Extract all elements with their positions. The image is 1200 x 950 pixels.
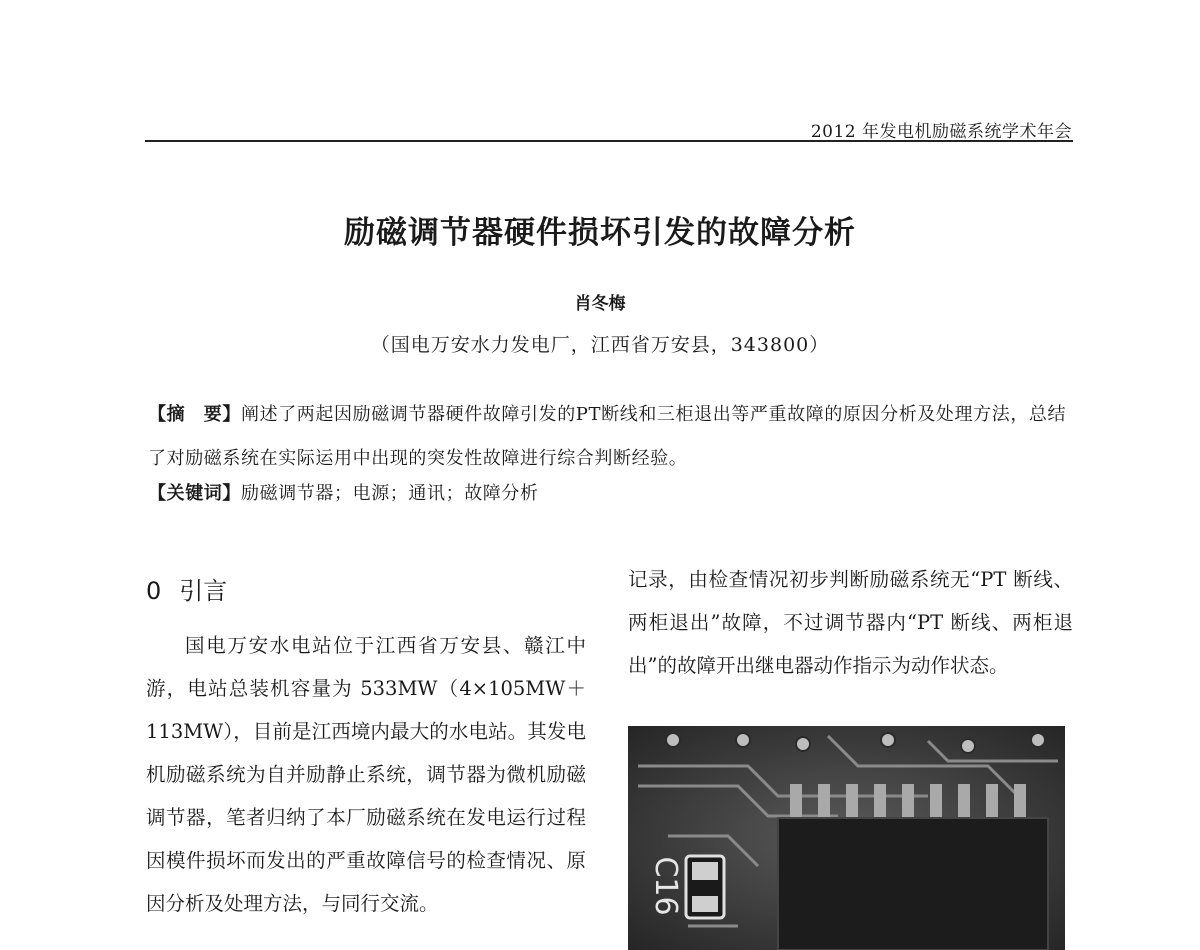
- section-heading-introduction: [146, 571, 227, 606]
- abstract-tag: 【摘 要】: [148, 404, 241, 425]
- pcb-silkscreen-label: C16: [648, 856, 683, 916]
- conference-header: 2012 年发电机励磁系统学术年会: [810, 122, 1072, 142]
- author-affiliation: （国电万安水力发电厂，江西省万安县，343800）: [370, 334, 830, 356]
- paper-title: 励磁调节器硬件损坏引发的故障分析: [344, 215, 856, 251]
- abstract: [148, 393, 1073, 481]
- intro-paragraph: 国电万安水电站位于江西省万安县、赣江中游，电站总装机容量为 533MW（4×105MW＋113MW），目前是江西境内最大的水电站。其发电机励磁系统为自并励静止系统，调节器为微机励磁调节器，笔者归纳了本厂励磁系统在发电运行过程因模件损坏而发出的严重故障信号的检查情况、原因分析及处理方法，与同行交流。: [146, 634, 586, 915]
- right-column: [628, 558, 1073, 687]
- section-title: 引言: [179, 577, 228, 605]
- pcb-photo-illustration: [628, 726, 1065, 950]
- header-divider: [145, 140, 1073, 142]
- keywords-tag: 【关键词】: [148, 483, 241, 504]
- continuation-paragraph: 记录，由检查情况初步判断励磁系统无“PT 断线、两柜退出”故障，不过调节器内“PT 断线、两柜退出”的故障开出继电器动作指示为动作状态。: [628, 568, 1073, 677]
- keywords-text: 励磁调节器；电源；通讯；故障分析: [241, 483, 539, 504]
- left-column: [146, 624, 586, 925]
- keywords: [148, 477, 1073, 511]
- abstract-text: 阐述了两起因励磁调节器硬件故障引发的PT断线和三柜退出等严重故障的原因分析及处理方法，总结了对励磁系统在实际运用中出现的突发性故障进行综合判断经验。: [148, 404, 1067, 469]
- author-name: 肖冬梅: [574, 294, 626, 314]
- section-number: 0: [146, 577, 162, 605]
- pcb-photo: [628, 726, 1065, 950]
